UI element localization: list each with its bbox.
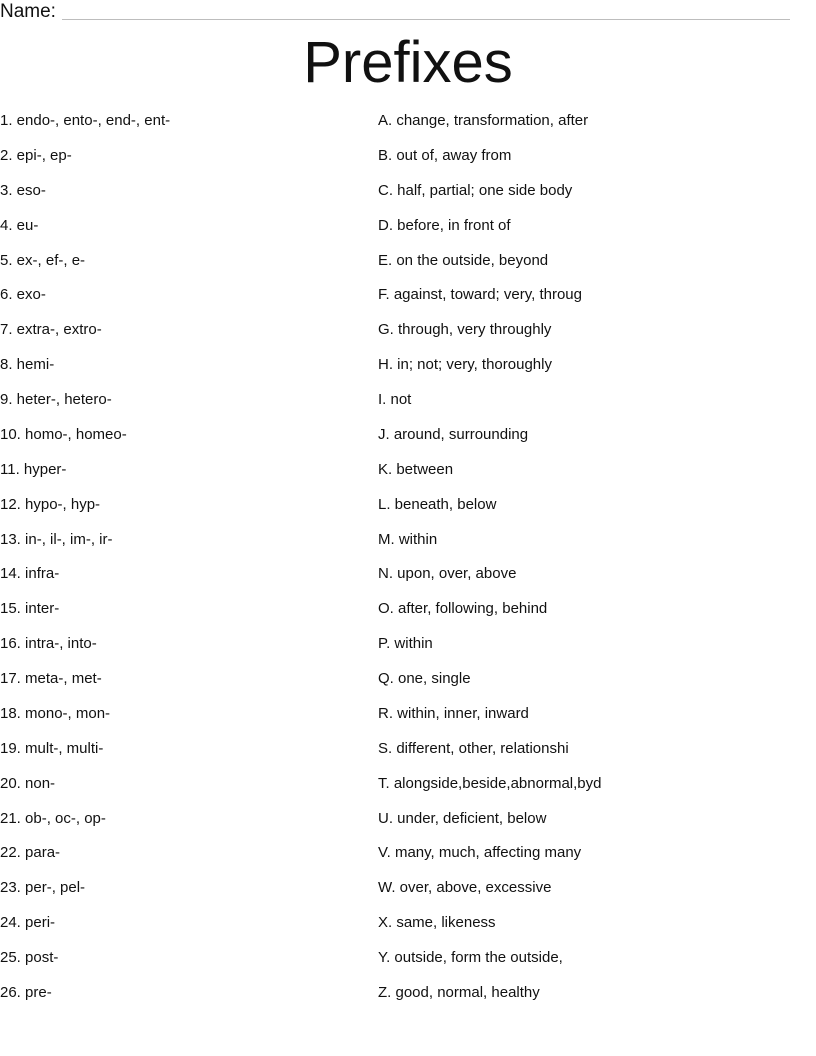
term-item: 9. heter-, hetero-: [0, 391, 112, 408]
term-item: 23. per-, pel-: [0, 879, 86, 897]
name-input-line[interactable]: [62, 19, 790, 20]
definition-item: O. after, following, behind: [378, 600, 548, 618]
match-row: [0, 390, 816, 425]
term-item: 26. pre-: [0, 983, 52, 1001]
definition-item: R. within, inner, inward: [378, 704, 529, 722]
definition-item: T. alongside,beside,abnormal,byd: [378, 774, 602, 792]
match-row: [0, 216, 816, 251]
match-row: [0, 599, 816, 634]
match-row: [0, 355, 816, 390]
term-item: 18. mono-, mon-: [0, 704, 111, 722]
match-row: [0, 320, 816, 355]
match-row: [0, 460, 816, 495]
match-row: [0, 878, 816, 913]
match-row: [0, 739, 816, 774]
definition-item: I. not: [378, 391, 412, 408]
term-item: 25. post-: [0, 949, 59, 966]
definition-item: W. over, above, excessive: [378, 879, 552, 897]
term-item: 13. in-, il-, im-, ir-: [0, 530, 113, 548]
definition-item: Q. one, single: [378, 670, 471, 687]
match-row: [0, 285, 816, 320]
match-row: [0, 181, 816, 216]
match-row: [0, 983, 816, 1018]
term-item: 7. extra-, extro-: [0, 321, 102, 339]
term-item: 22. para-: [0, 844, 61, 862]
term-item: 14. infra-: [0, 565, 60, 583]
match-row: [0, 564, 816, 599]
match-row: [0, 913, 816, 948]
definition-item: G. through, very throughly: [378, 321, 552, 339]
match-row: [0, 111, 816, 146]
definition-item: H. in; not; very, thoroughly: [378, 356, 552, 374]
term-item: 5. ex-, ef-, e-: [0, 251, 86, 269]
definition-item: D. before, in front of: [378, 216, 511, 234]
definition-item: J. around, surrounding: [378, 425, 529, 443]
definition-item: X. same, likeness: [378, 914, 496, 932]
definition-item: U. under, deficient, below: [378, 809, 547, 827]
match-row: [0, 530, 816, 565]
term-item: 19. mult-, multi-: [0, 739, 104, 757]
definition-item: M. within: [378, 530, 438, 548]
match-row: [0, 251, 816, 286]
term-item: 15. inter-: [0, 600, 60, 618]
name-row: [0, 0, 790, 22]
definition-item: A. change, transformation, after: [378, 112, 589, 129]
definition-item: V. many, much, affecting many: [378, 844, 582, 862]
term-item: 1. endo-, ento-, end-, ent-: [0, 112, 171, 129]
definition-item: S. different, other, relationshi: [378, 739, 569, 757]
definition-item: Y. outside, form the outside,: [378, 949, 563, 966]
match-row: [0, 774, 816, 809]
term-item: 20. non-: [0, 774, 56, 792]
term-item: 6. exo-: [0, 286, 46, 304]
term-item: 10. homo-, homeo-: [0, 425, 127, 443]
definition-item: F. against, toward; very, throug: [378, 286, 582, 304]
match-row: [0, 495, 816, 530]
term-item: 3. eso-: [0, 181, 46, 199]
match-row: [0, 425, 816, 460]
match-row: [0, 634, 816, 669]
term-item: 2. epi-, ep-: [0, 146, 72, 164]
matching-list: [0, 111, 816, 1018]
match-row: [0, 704, 816, 739]
definition-item: P. within: [378, 635, 433, 653]
definition-item: E. on the outside, beyond: [378, 251, 549, 269]
match-row: [0, 809, 816, 844]
page-title: Prefixes: [303, 30, 513, 95]
term-item: 4. eu-: [0, 216, 39, 234]
term-item: 11. hyper-: [0, 460, 67, 478]
definition-item: L. beneath, below: [378, 495, 497, 513]
match-row: [0, 146, 816, 181]
term-item: 16. intra-, into-: [0, 635, 97, 653]
definition-item: B. out of, away from: [378, 146, 512, 164]
name-label: Name:: [0, 1, 56, 22]
term-item: 8. hemi-: [0, 356, 55, 374]
definition-item: C. half, partial; one side body: [378, 181, 573, 199]
term-item: 17. meta-, met-: [0, 670, 102, 687]
term-item: 21. ob-, oc-, op-: [0, 809, 106, 827]
definition-item: Z. good, normal, healthy: [378, 983, 540, 1001]
term-item: 12. hypo-, hyp-: [0, 495, 101, 513]
match-row: [0, 948, 816, 983]
match-row: [0, 843, 816, 878]
definition-item: N. upon, over, above: [378, 565, 517, 583]
definition-item: K. between: [378, 460, 454, 478]
match-row: [0, 669, 816, 704]
term-item: 24. peri-: [0, 914, 56, 932]
